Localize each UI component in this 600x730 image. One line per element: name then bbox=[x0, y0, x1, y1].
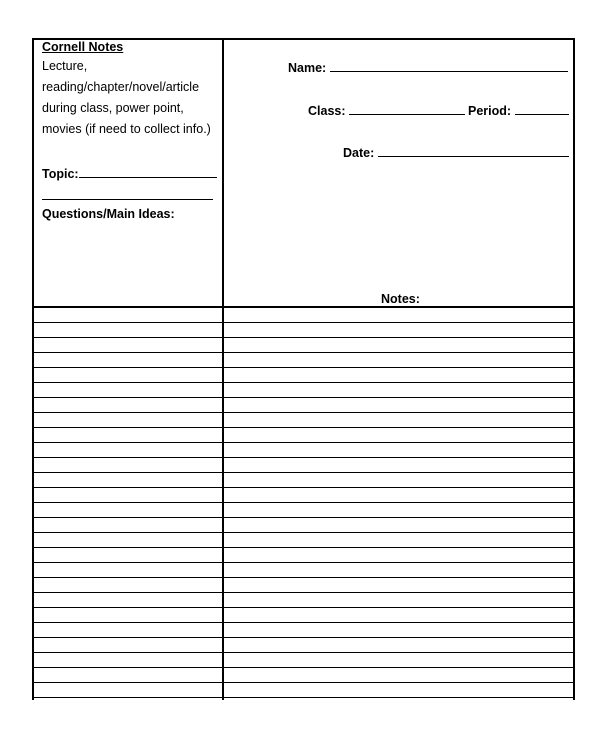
ruled-line[interactable] bbox=[32, 367, 575, 368]
ruled-line[interactable] bbox=[32, 667, 575, 668]
header-divider bbox=[32, 306, 575, 308]
date-blank[interactable] bbox=[378, 144, 569, 157]
period-field bbox=[468, 102, 569, 118]
ruled-line[interactable] bbox=[32, 592, 575, 593]
instruction-line-3: during class, power point, bbox=[42, 101, 184, 115]
ruled-line[interactable] bbox=[32, 532, 575, 533]
ruled-line[interactable] bbox=[32, 577, 575, 578]
ruled-line[interactable] bbox=[32, 517, 575, 518]
ruled-line[interactable] bbox=[32, 382, 575, 383]
ruled-line[interactable] bbox=[32, 682, 575, 683]
ruled-line[interactable] bbox=[32, 622, 575, 623]
ruled-line[interactable] bbox=[32, 502, 575, 503]
class-label: Class: bbox=[308, 104, 346, 118]
instruction-line-2: reading/chapter/novel/article bbox=[42, 80, 200, 94]
instruction-line-4: movies (if need to collect info.) bbox=[42, 122, 211, 136]
topic-blank[interactable] bbox=[79, 165, 217, 178]
column-divider bbox=[222, 38, 224, 700]
ruled-line[interactable] bbox=[32, 487, 575, 488]
topic-field bbox=[42, 165, 217, 181]
period-label: Period: bbox=[468, 104, 512, 118]
ruled-line[interactable] bbox=[32, 637, 575, 638]
topic-label: Topic: bbox=[42, 167, 79, 181]
class-blank[interactable] bbox=[349, 102, 465, 115]
ruled-line[interactable] bbox=[32, 397, 575, 398]
ruled-line[interactable] bbox=[32, 442, 575, 443]
notes-label: Notes: bbox=[381, 292, 420, 306]
ruled-line[interactable] bbox=[32, 412, 575, 413]
ruled-line[interactable] bbox=[32, 427, 575, 428]
sheet-title: Cornell Notes bbox=[42, 40, 124, 54]
ruled-line[interactable] bbox=[32, 652, 575, 653]
period-blank[interactable] bbox=[515, 102, 569, 115]
ruled-line[interactable] bbox=[32, 697, 575, 698]
ruled-line[interactable] bbox=[32, 562, 575, 563]
questions-label: Questions/Main Ideas: bbox=[42, 207, 175, 221]
instruction-line-1: Lecture, bbox=[42, 59, 88, 73]
ruled-line[interactable] bbox=[32, 337, 575, 338]
date-label: Date: bbox=[343, 146, 375, 160]
ruled-line[interactable] bbox=[32, 607, 575, 608]
name-label: Name: bbox=[288, 61, 327, 75]
ruled-line[interactable] bbox=[32, 457, 575, 458]
ruled-line[interactable] bbox=[32, 547, 575, 548]
ruled-line[interactable] bbox=[32, 352, 575, 353]
name-field bbox=[288, 59, 568, 75]
name-blank[interactable] bbox=[330, 59, 568, 72]
cue-column-header bbox=[42, 38, 220, 140]
ruled-line[interactable] bbox=[32, 322, 575, 323]
class-field bbox=[308, 102, 465, 118]
ruled-line[interactable] bbox=[32, 472, 575, 473]
date-field bbox=[343, 144, 569, 160]
topic-blank-2[interactable] bbox=[42, 199, 213, 200]
